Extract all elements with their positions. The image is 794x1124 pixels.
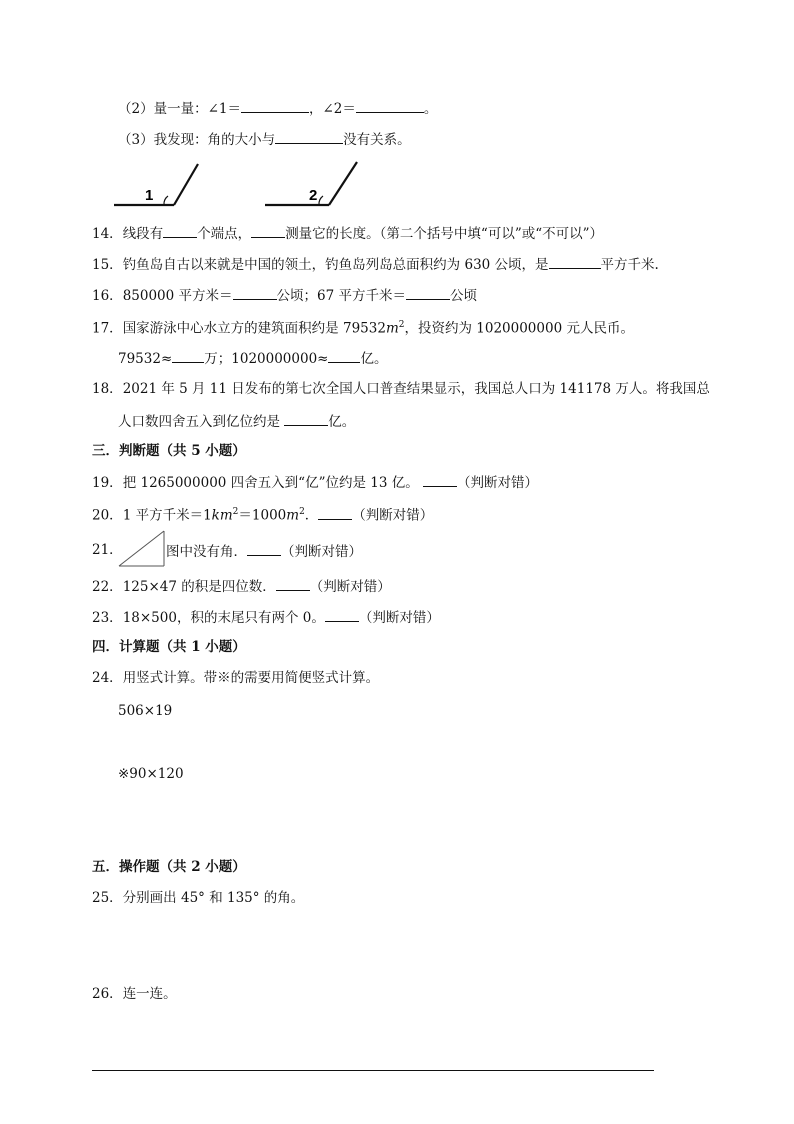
question-18-line2: 人口数四舍五入到亿位约是 亿。 xyxy=(118,411,355,431)
question-15: 15．钓鱼岛自古以来就是中国的领土，钓鱼岛列岛总面积约为 630 公顷，是 平方千米. xyxy=(92,254,659,274)
question-19: 19．把 1265000000 四舍五入到“亿”位约是 13 亿。 （判断对错） xyxy=(92,472,538,492)
question-24: 24．用竖式计算。带※的需要用简便竖式计算。 xyxy=(92,670,380,686)
expression-2: ※90×120 xyxy=(118,766,184,782)
answer-blank[interactable] xyxy=(423,472,457,487)
expression-1: 506×19 xyxy=(118,703,173,719)
q13-part2: （2）量一量：∠1＝ ，∠2＝ 。 xyxy=(118,98,437,118)
angle-1-figure xyxy=(112,160,202,210)
question-25: 25．分别画出 45° 和 135° 的角。 xyxy=(92,890,305,906)
answer-blank[interactable] xyxy=(325,607,359,622)
question-21-number: 21． xyxy=(92,542,123,558)
question-23: 23．18×500，积的末尾只有两个 0。 （判断对错） xyxy=(92,607,440,627)
question-17-line2: 79532≈ 万；1020000000≈ 亿。 xyxy=(118,348,387,368)
answer-blank[interactable] xyxy=(549,254,601,269)
question-26: 26．连一连。 xyxy=(92,986,177,1002)
question-22: 22．125×47 的积是四位数． （判断对错） xyxy=(92,576,391,596)
section-4-title: 四．计算题（共 1 小题） xyxy=(92,639,246,655)
answer-blank[interactable] xyxy=(275,129,343,144)
question-20: 20．1 平方千米$=1km^2=1000m^2$． （判断对错） xyxy=(92,503,433,525)
question-18: 18．2021 年 5 月 11 日发布的第七次全国人口普查结果显示，我国总人口为 141178 万人。将我国总 xyxy=(92,381,710,397)
triangle-figure xyxy=(118,530,166,568)
answer-blank[interactable] xyxy=(318,505,352,520)
answer-blank[interactable] xyxy=(328,348,360,363)
answer-blank[interactable] xyxy=(163,223,197,238)
angle-1-label: 1 xyxy=(145,187,154,204)
answer-blank[interactable] xyxy=(251,223,285,238)
question-14: 14．线段有 个端点， 测量它的长度。（第二个括号中填“可以”或“不可以”） xyxy=(92,223,603,243)
answer-blank[interactable] xyxy=(276,576,310,591)
q13-part3: （3）我发现：角的大小与 没有关系。 xyxy=(118,129,411,149)
angle-2-figure xyxy=(263,160,363,210)
answer-blank[interactable] xyxy=(172,348,204,363)
question-16: 16．850000 平方米＝ 公顷；67 平方千米＝ 公顷 xyxy=(92,285,477,305)
question-17: 17．国家游泳中心水立方的建筑面积约是 $79532m^2$，投资约为 1020000000 元人民币。 xyxy=(92,320,634,337)
answer-blank[interactable] xyxy=(233,285,277,300)
answer-blank[interactable] xyxy=(241,98,309,113)
question-21: 图中没有角． （判断对错） xyxy=(166,541,362,561)
angle-2-label: 2 xyxy=(309,187,318,204)
footer-divider xyxy=(92,1070,654,1071)
answer-blank[interactable] xyxy=(356,98,424,113)
section-3-title: 三．判断题（共 5 小题） xyxy=(92,443,246,459)
answer-blank[interactable] xyxy=(284,411,328,426)
answer-blank[interactable] xyxy=(406,285,450,300)
section-5-title: 五．操作题（共 2 小题） xyxy=(92,859,246,875)
answer-blank[interactable] xyxy=(247,541,281,556)
